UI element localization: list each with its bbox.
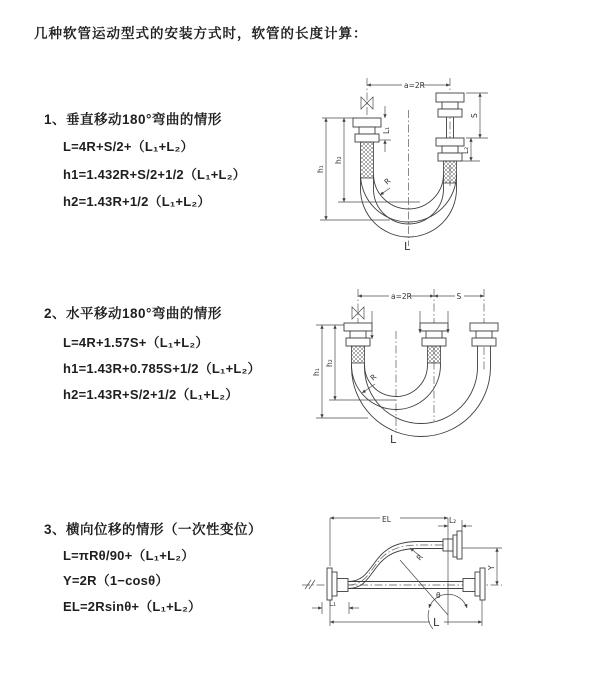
radius-callout [380, 176, 392, 195]
section-2-heading: 2、水平移动180°弯曲的情形 [44, 306, 222, 321]
section-2-formula-h2: h2=1.43R+S/2+1/2（L₁+L₂） [63, 387, 239, 402]
dim-stroke-label: S [456, 292, 462, 301]
right-lower-flange [463, 568, 485, 600]
length-label: L [433, 616, 440, 629]
angle-label: θ [436, 591, 441, 600]
section-1-formula-h1: h1=1.432R+S/2+1/2（L₁+L₂） [63, 167, 246, 182]
section-1-heading: 1、垂直移动180°弯曲的情形 [44, 112, 222, 127]
dim-length [330, 600, 482, 629]
dim-y-label: Y [487, 565, 496, 570]
dim-fitting-left [379, 106, 391, 152]
dim-span [367, 81, 450, 90]
dim-el [330, 515, 448, 625]
dim-l2-label: L₂ [461, 146, 470, 154]
dim-h1-label: h₁ [316, 165, 325, 173]
dim-span [358, 292, 484, 301]
dim-stroke-right [460, 93, 488, 161]
section-3-formula-Y: Y=2R（1−cosθ） [63, 573, 169, 588]
dim-h1-label: h₁ [312, 368, 321, 376]
section-2-formula-h1: h1=1.43R+0.785S+1/2（L₁+L₂） [63, 361, 261, 376]
dim-h2-label: h₂ [334, 156, 343, 164]
page-title: 几种软管运动型式的安装方式时，软管的长度计算： [34, 26, 368, 41]
section-3-heading: 3、横向位移的情形（一次性变位） [44, 522, 263, 537]
right-hose-braid [444, 161, 457, 183]
dim-fitting-right [438, 516, 472, 532]
left-fitting [353, 118, 381, 178]
dim-l1-label: L₁ [329, 599, 337, 608]
radius-label: R [368, 372, 379, 383]
dim-s-label: S [470, 113, 479, 118]
radius-label: R [414, 552, 425, 563]
section-1-formula-h2: h2=1.43R+1/2（L₁+L₂） [63, 194, 211, 209]
right-fitting [470, 323, 498, 367]
left-hose-braid [361, 142, 374, 178]
length-label: L [390, 433, 397, 446]
right-fitting [436, 93, 464, 183]
break-mark [305, 580, 315, 589]
upper-flange [443, 531, 462, 559]
diagram-vertical-move-180-bend [308, 68, 598, 268]
radius-label: R [382, 176, 393, 187]
diagram-lateral-displacement [296, 496, 600, 646]
dim-el-label: EL [382, 515, 391, 524]
dim-l2-label: L₂ [449, 516, 457, 525]
middle-fitting [420, 323, 448, 363]
left-flange [327, 568, 348, 600]
section-3-formula-L: L=πRθ/90+（L₁+L₂） [63, 548, 195, 563]
section-1-formula-L: L=4R+S/2+（L₁+L₂） [63, 139, 194, 154]
section-3-formula-EL: EL=2Rsinθ+（L₁+L₂） [63, 599, 202, 614]
dim-h2-label: h₂ [325, 359, 334, 367]
section-2-formula-L: L=4R+1.57S+（L₁+L₂） [63, 335, 209, 350]
dim-l1-label: L₁ [382, 126, 391, 134]
dim-fitting-left [312, 599, 359, 614]
dim-span-label: a=2R [391, 292, 412, 301]
length-label: L [404, 240, 411, 253]
dim-span-label: a=2R [404, 81, 425, 90]
left-fitting [344, 323, 372, 363]
radius-callout [410, 548, 425, 562]
diagram-horizontal-move-180-bend [306, 281, 598, 471]
